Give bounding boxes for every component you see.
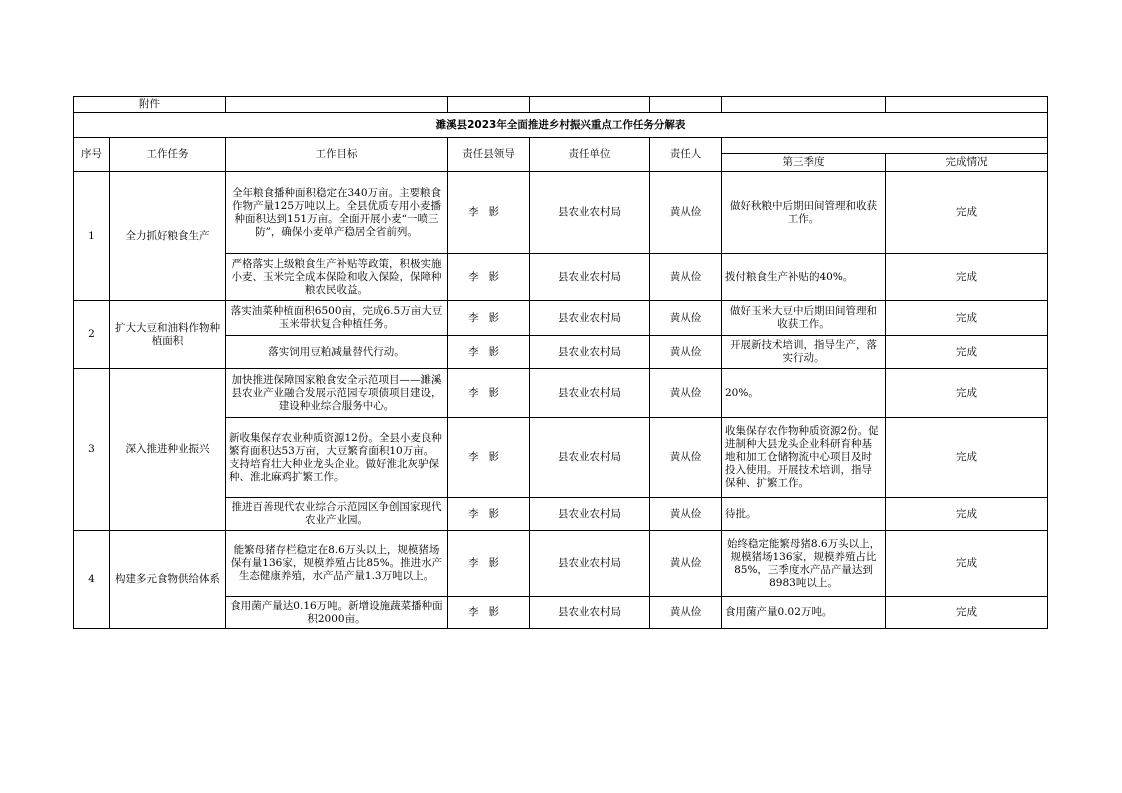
status-cell: 完成 bbox=[886, 498, 1048, 531]
empty-cell bbox=[530, 97, 650, 113]
person-cell: 黄从俭 bbox=[650, 336, 722, 369]
leader-cell: 李影 bbox=[448, 498, 530, 531]
task-breakdown-table bbox=[73, 96, 1048, 629]
q3-cell: 拨付粮食生产补贴的40%。 bbox=[722, 254, 886, 301]
empty-cell bbox=[650, 97, 722, 113]
person-cell: 黄从俭 bbox=[650, 597, 722, 629]
unit-cell: 县农业农村局 bbox=[530, 498, 650, 531]
q3-cell: 食用菌产量0.02万吨。 bbox=[722, 597, 886, 629]
unit-cell: 县农业农村局 bbox=[530, 301, 650, 336]
unit-cell: 县农业农村局 bbox=[530, 172, 650, 254]
task-cell: 全力抓好粮食生产 bbox=[110, 172, 226, 301]
status-cell: 完成 bbox=[886, 172, 1048, 254]
person-cell: 黄从俭 bbox=[650, 254, 722, 301]
header-unit: 责任单位 bbox=[530, 138, 650, 172]
task-cell: 构建多元食物供给体系 bbox=[110, 531, 226, 629]
unit-cell: 县农业农村局 bbox=[530, 418, 650, 498]
leader-cell: 李影 bbox=[448, 301, 530, 336]
attachment-row bbox=[74, 97, 1048, 113]
unit-cell: 县农业农村局 bbox=[530, 597, 650, 629]
q3-cell: 待批。 bbox=[722, 498, 886, 531]
header-leader: 责任县领导 bbox=[448, 138, 530, 172]
goal-cell: 落实饲用豆粕减量替代行动。 bbox=[226, 336, 448, 369]
q3-cell: 做好玉米大豆中后期田间管理和收获工作。 bbox=[722, 301, 886, 336]
leader-cell: 李影 bbox=[448, 336, 530, 369]
header-goal: 工作目标 bbox=[226, 138, 448, 172]
table-row bbox=[74, 531, 1048, 597]
status-cell: 完成 bbox=[886, 418, 1048, 498]
person-cell: 黄从俭 bbox=[650, 301, 722, 336]
goal-cell: 落实油菜种植面积6500亩，完成6.5万亩大豆玉米带状复合种植任务。 bbox=[226, 301, 448, 336]
goal-cell: 新收集保存农业种质资源12份。全县小麦良种繁育面积达53万亩，大豆繁育面积10万亩。支持培育壮大种业龙头企业。做好淮北灰驴保种、淮北麻鸡扩繁工作。 bbox=[226, 418, 448, 498]
empty-cell bbox=[886, 97, 1048, 113]
unit-cell: 县农业农村局 bbox=[530, 336, 650, 369]
q3-cell: 收集保存农作物种质资源2份。促进制种大县龙头企业科研育种基地和加工仓储物流中心项目及时投入使用。开展技术培训，指导保种、扩繁工作。 bbox=[722, 418, 886, 498]
person-cell: 黄从俭 bbox=[650, 172, 722, 254]
status-cell: 完成 bbox=[886, 301, 1048, 336]
q3-cell: 做好秋粮中后期田间管理和收获工作。 bbox=[722, 172, 886, 254]
header-status: 完成情况 bbox=[886, 154, 1048, 172]
attachment-label: 附件 bbox=[74, 97, 226, 113]
leader-cell: 李影 bbox=[448, 597, 530, 629]
person-cell: 黄从俭 bbox=[650, 369, 722, 418]
header-person: 责任人 bbox=[650, 138, 722, 172]
header-row-1 bbox=[74, 138, 1048, 154]
empty-cell bbox=[722, 97, 886, 113]
table-title: 濉溪县2023年全面推进乡村振兴重点工作任务分解表 bbox=[74, 113, 1048, 138]
goal-cell: 推进百善现代农业综合示范园区争创国家现代农业产业园。 bbox=[226, 498, 448, 531]
goal-cell: 食用菌产量达0.16万吨。新增设施蔬菜播种面积2000亩。 bbox=[226, 597, 448, 629]
q3-cell: 始终稳定能繁母猪8.6万头以上，规模猪场136家，规模养殖占比85%，三季度水产品产量达到8983吨以上。 bbox=[722, 531, 886, 597]
status-cell: 完成 bbox=[886, 597, 1048, 629]
unit-cell: 县农业农村局 bbox=[530, 254, 650, 301]
leader-cell: 李影 bbox=[448, 172, 530, 254]
person-cell: 黄从俭 bbox=[650, 531, 722, 597]
person-cell: 黄从俭 bbox=[650, 498, 722, 531]
status-cell: 完成 bbox=[886, 369, 1048, 418]
unit-cell: 县农业农村局 bbox=[530, 369, 650, 418]
seq-cell: 3 bbox=[74, 369, 110, 531]
header-progress-span bbox=[722, 138, 1048, 154]
leader-cell: 李影 bbox=[448, 531, 530, 597]
status-cell: 完成 bbox=[886, 254, 1048, 301]
q3-cell: 开展新技术培训，指导生产，落实行动。 bbox=[722, 336, 886, 369]
table-row bbox=[74, 301, 1048, 336]
goal-cell: 全年粮食播种面积稳定在340万亩。主要粮食作物产量125万吨以上。全县优质专用小麦播种面积达到151万亩。全面开展小麦“一喷三防”，确保小麦单产稳居全省前列。 bbox=[226, 172, 448, 254]
seq-cell: 4 bbox=[74, 531, 110, 629]
leader-cell: 李影 bbox=[448, 418, 530, 498]
task-cell: 深入推进种业振兴 bbox=[110, 369, 226, 531]
goal-cell: 加快推进保障国家粮食安全示范项目——濉溪县农业产业融合发展示范园专项债项目建设，建设种业综合服务中心。 bbox=[226, 369, 448, 418]
table-row bbox=[74, 172, 1048, 254]
unit-cell: 县农业农村局 bbox=[530, 531, 650, 597]
header-seq: 序号 bbox=[74, 138, 110, 172]
status-cell: 完成 bbox=[886, 336, 1048, 369]
goal-cell: 严格落实上级粮食生产补贴等政策，积极实施小麦、玉米完全成本保险和收入保险，保障种粮农民收益。 bbox=[226, 254, 448, 301]
header-task: 工作任务 bbox=[110, 138, 226, 172]
leader-cell: 李影 bbox=[448, 254, 530, 301]
empty-cell bbox=[226, 97, 448, 113]
goal-cell: 能繁母猪存栏稳定在8.6万头以上，规模猪场保有量136家，规模养殖占比85%。推进水产生态健康养殖，水产品产量1.3万吨以上。 bbox=[226, 531, 448, 597]
title-row bbox=[74, 113, 1048, 138]
header-q3: 第三季度 bbox=[722, 154, 886, 172]
q3-cell: 20%。 bbox=[722, 369, 886, 418]
task-cell: 扩大大豆和油料作物种植面积 bbox=[110, 301, 226, 369]
table-row bbox=[74, 369, 1048, 418]
empty-cell bbox=[448, 97, 530, 113]
status-cell: 完成 bbox=[886, 531, 1048, 597]
person-cell: 黄从俭 bbox=[650, 418, 722, 498]
seq-cell: 2 bbox=[74, 301, 110, 369]
leader-cell: 李影 bbox=[448, 369, 530, 418]
seq-cell: 1 bbox=[74, 172, 110, 301]
